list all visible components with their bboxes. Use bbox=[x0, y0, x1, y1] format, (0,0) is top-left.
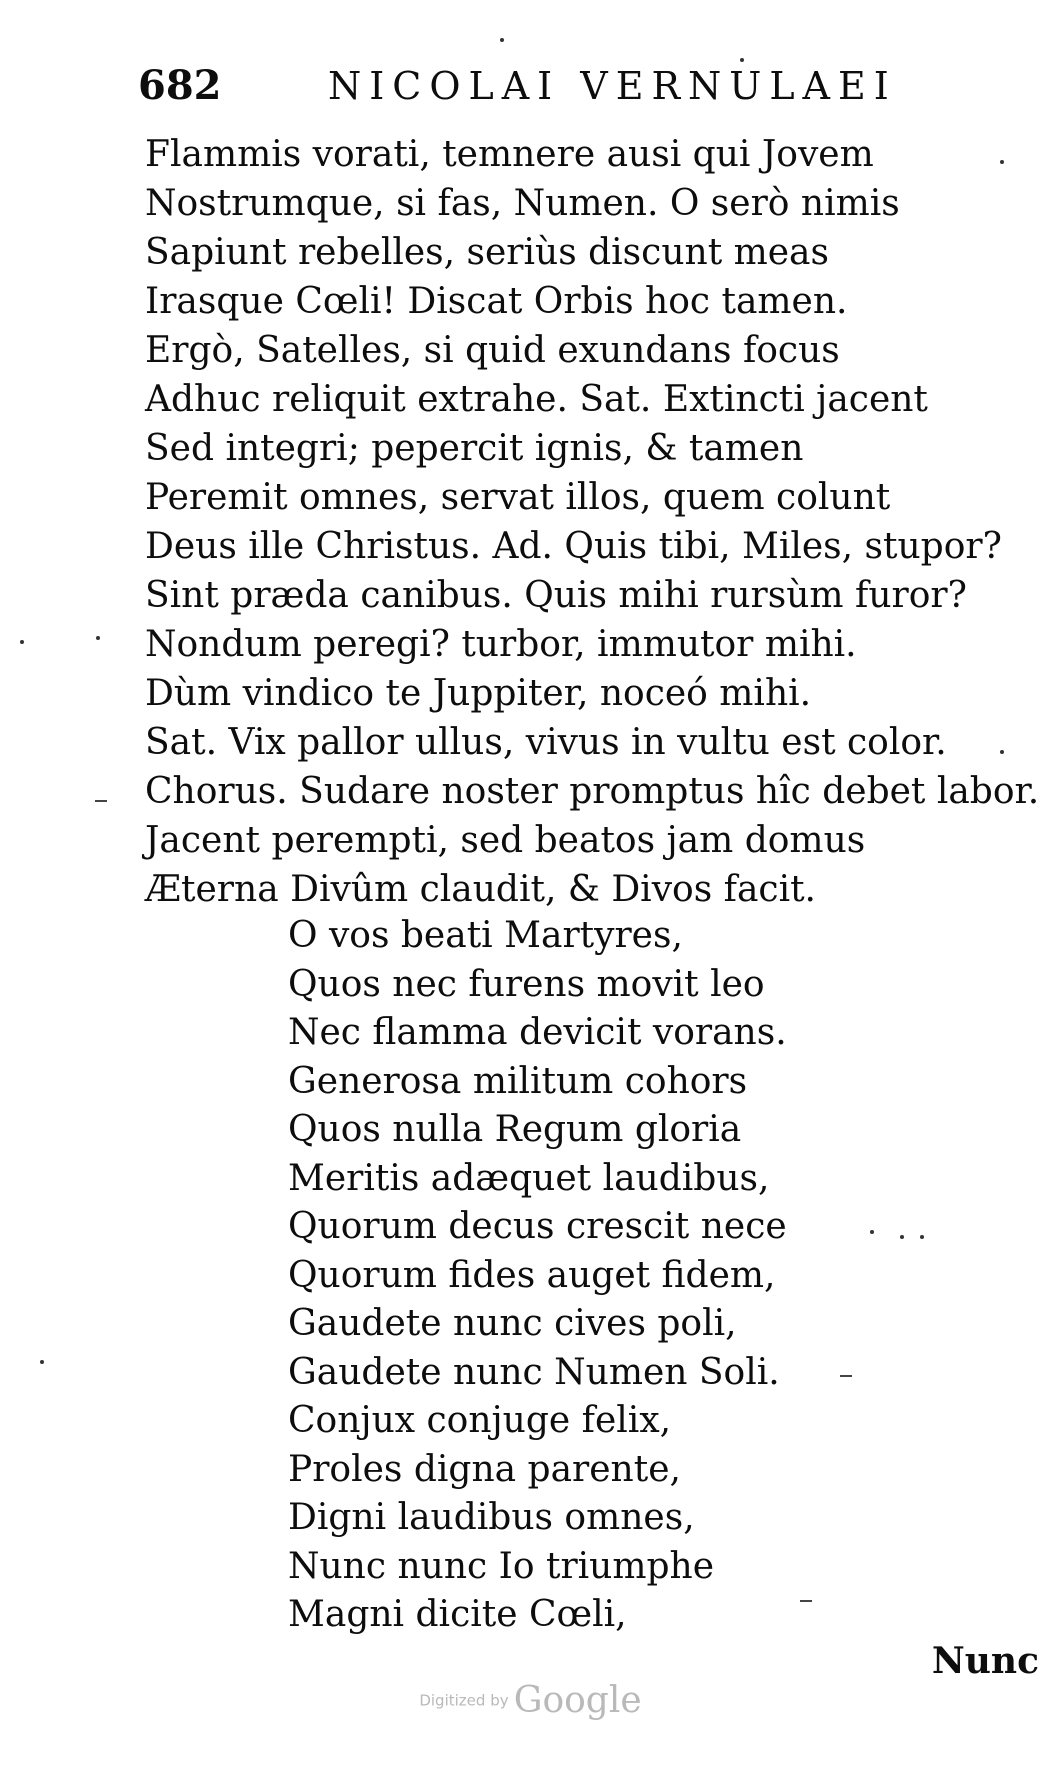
verse-line: Sed integri; pepercit ignis, & tamen bbox=[145, 428, 804, 469]
page-number: 682 bbox=[138, 62, 222, 109]
chorus-line: Proles digna parente, bbox=[288, 1448, 681, 1490]
chorus-song-block bbox=[288, 912, 888, 1640]
verse-line: Flammis vorati, temnere ausi qui Jovem bbox=[145, 134, 874, 175]
chorus-line: Nunc nunc Io triumphe bbox=[288, 1545, 715, 1587]
chorus-line: O vos beati Martyres, bbox=[288, 915, 683, 956]
scan-speck bbox=[20, 640, 24, 644]
verse-line: Chorus. Sudare noster promptus hîc debet labor. bbox=[145, 771, 1040, 812]
chorus-line: Gaudete nunc Numen Soli. bbox=[288, 1351, 780, 1393]
verse-line: Æterna Divûm claudit, & Divos facit. bbox=[145, 869, 816, 910]
verse-line: Deus ille Christus. Ad. Quis tibi, Miles, stupor? bbox=[145, 526, 1002, 567]
scan-speck bbox=[40, 1360, 44, 1364]
scan-mark bbox=[95, 800, 107, 802]
scan-speck bbox=[900, 1235, 904, 1239]
verse-line: Sapiunt rebelles, seriùs discunt meas bbox=[145, 232, 829, 273]
scan-speck bbox=[1000, 160, 1004, 164]
scan-mark bbox=[840, 1375, 852, 1377]
catchword: Nunc bbox=[931, 1640, 1039, 1682]
scan-speck bbox=[740, 58, 744, 62]
running-title: NICOLAI VERNULAEI bbox=[328, 64, 897, 108]
chorus-line: Quorum fides auget fidem, bbox=[288, 1254, 776, 1296]
chorus-line: Quos nulla Regum gloria bbox=[288, 1109, 742, 1150]
watermark-brand: Google bbox=[513, 1680, 642, 1721]
verse-line: Ergò, Satelles, si quid exundans focus bbox=[145, 330, 840, 371]
scan-speck bbox=[920, 1235, 924, 1239]
verse-line: Peremit omnes, servat illos, quem colunt bbox=[145, 477, 891, 518]
verse-line: Sint præda canibus. Quis mihi rursùm furor? bbox=[145, 575, 967, 616]
chorus-line: Conjux conjuge felix, bbox=[288, 1400, 672, 1441]
chorus-line: Digni laudibus omnes, bbox=[288, 1497, 695, 1538]
verse-line: Dùm vindico te Juppiter, noceó mihi. bbox=[145, 673, 812, 714]
verse-line: Jacent perempti, sed beatos jam domus bbox=[145, 820, 866, 861]
chorus-line: Meritis adæquet laudibus, bbox=[288, 1157, 770, 1199]
chorus-line: Magni dicite Cœli, bbox=[288, 1594, 627, 1635]
dialogue-verse-block bbox=[145, 130, 1040, 914]
scan-speck bbox=[500, 38, 504, 42]
verse-line: Irasque Cœli! Discat Orbis hoc tamen. bbox=[145, 281, 848, 322]
verse-line: Sat. Vix pallor ullus, vivus in vultu est color. bbox=[145, 722, 947, 763]
verse-line: Nondum peregi? turbor, immutor mihi. bbox=[145, 624, 857, 665]
chorus-line: Gaudete nunc cives poli, bbox=[288, 1303, 737, 1344]
verse-line: Adhuc reliquit extrahe. Sat. Extincti jacent bbox=[145, 379, 928, 420]
watermark-prefix: Digitized by bbox=[419, 1691, 509, 1710]
chorus-line: Quorum decus crescit nece bbox=[288, 1206, 787, 1247]
scan-speck bbox=[1000, 750, 1004, 754]
chorus-line: Generosa militum cohors bbox=[288, 1060, 748, 1102]
scan-speck bbox=[96, 636, 100, 640]
page-header bbox=[138, 62, 938, 122]
digitization-watermark bbox=[0, 1680, 1061, 1721]
chorus-line: Nec flamma devicit vorans. bbox=[288, 1012, 787, 1053]
scan-speck bbox=[870, 1230, 874, 1234]
verse-line: Nostrumque, si fas, Numen. O serò nimis bbox=[145, 183, 900, 224]
scan-mark bbox=[800, 1600, 812, 1602]
chorus-line: Quos nec furens movit leo bbox=[288, 963, 765, 1005]
